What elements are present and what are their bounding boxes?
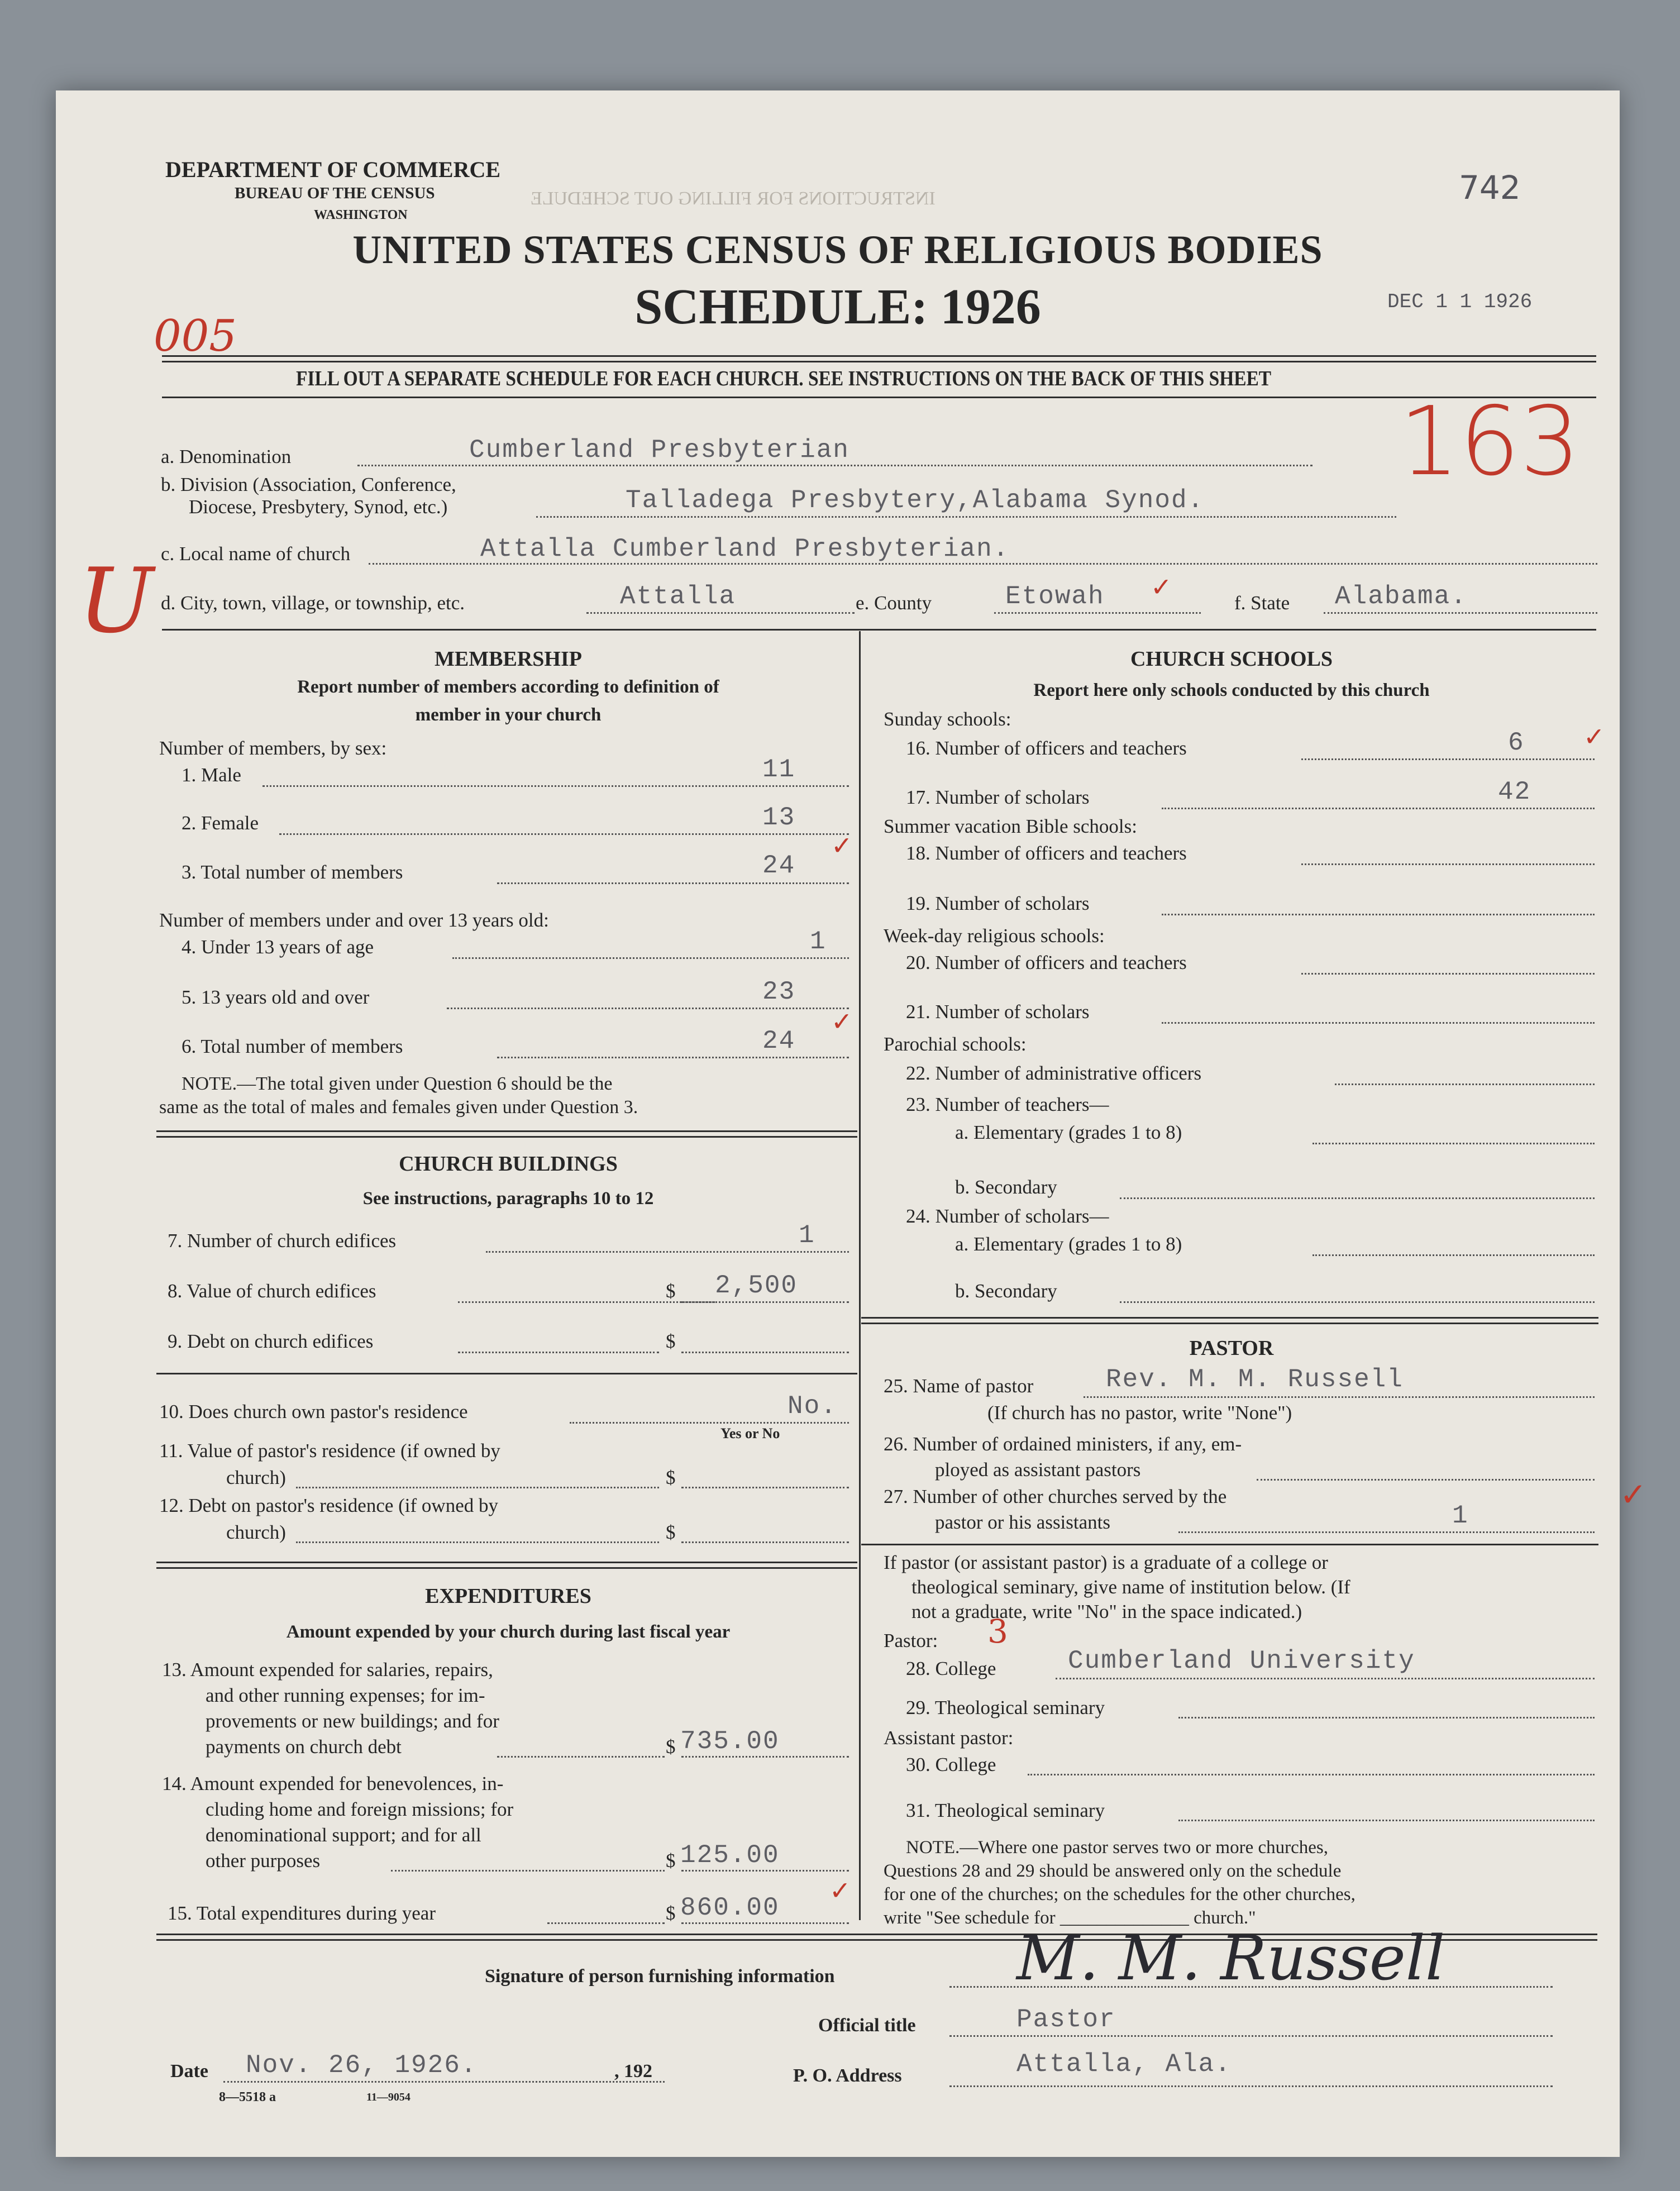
red-mark-005: 005 bbox=[154, 311, 237, 361]
q24b-label: b. Secondary bbox=[955, 1280, 1057, 1302]
county-value[interactable]: Etowah bbox=[1005, 582, 1105, 611]
q14-line2: cluding home and foreign missions; for bbox=[206, 1798, 514, 1820]
bureau-heading: BUREAU OF THE CENSUS bbox=[235, 184, 435, 202]
q27-value[interactable]: 1 bbox=[1452, 1501, 1469, 1530]
schedule-title: SCHEDULE: 1926 bbox=[634, 279, 1041, 335]
fill-line bbox=[949, 2035, 1553, 2037]
q9-dollar-sign: $ bbox=[666, 1330, 676, 1352]
separate-schedule-instruction: FILL OUT A SEPARATE SCHEDULE FOR EACH CHURCH. SEE INSTRUCTIONS ON THE BACK OF THIS SHEET bbox=[296, 367, 1272, 390]
q1-male-label: 1. Male bbox=[182, 764, 241, 786]
q5-over13-label: 5. 13 years old and over bbox=[182, 986, 370, 1008]
q16-value[interactable]: 6 bbox=[1508, 728, 1525, 757]
q11-dollar-sign: $ bbox=[666, 1467, 676, 1488]
divider bbox=[156, 1562, 857, 1563]
fill-line bbox=[1162, 1022, 1595, 1024]
q14-line3: denominational support; and for all bbox=[206, 1824, 481, 1846]
signature-value[interactable]: M. M. Russell bbox=[1016, 1922, 1445, 1994]
divider bbox=[156, 1567, 857, 1569]
q25-label: 25. Name of pastor bbox=[884, 1375, 1034, 1397]
fill-line bbox=[486, 1251, 849, 1253]
bleed-through-text: INSTRUCTIONS FOR FILLING OUT SCHEDULE bbox=[531, 188, 936, 209]
q17-label: 17. Number of scholars bbox=[906, 786, 1090, 808]
q25-pastor-name[interactable]: Rev. M. M. Russell bbox=[1106, 1365, 1404, 1394]
fill-line bbox=[1120, 1301, 1595, 1303]
red-mark-u: U bbox=[78, 548, 154, 653]
parochial-schools-label: Parochial schools: bbox=[884, 1033, 1027, 1055]
membership-heading: MEMBERSHIP bbox=[435, 647, 582, 671]
fill-line bbox=[1028, 1774, 1595, 1775]
division-label-line2: Diocese, Presbytery, Synod, etc.) bbox=[189, 496, 448, 518]
q2-female-label: 2. Female bbox=[182, 812, 259, 834]
membership-sub2: member in your church bbox=[415, 705, 602, 725]
q1-male-value[interactable]: 11 bbox=[762, 755, 796, 784]
red-check-icon: ✓ bbox=[831, 830, 853, 861]
q13-amount[interactable]: 735.00 bbox=[680, 1727, 780, 1756]
division-value[interactable]: Talladega Presbytery,Alabama Synod. bbox=[626, 486, 1205, 515]
fill-line bbox=[447, 1008, 849, 1009]
q23a-label: a. Elementary (grades 1 to 8) bbox=[955, 1121, 1182, 1143]
po-address-label: P. O. Address bbox=[793, 2065, 902, 2086]
red-check-icon: ✓ bbox=[1583, 722, 1605, 752]
q14-dollar-sign: $ bbox=[666, 1850, 676, 1872]
q8-value-label: 8. Value of church edifices bbox=[168, 1280, 376, 1302]
fill-line bbox=[681, 1870, 849, 1872]
divider bbox=[861, 1544, 1598, 1545]
q15-dollar-sign: $ bbox=[666, 1902, 676, 1924]
q28-label: 28. College bbox=[906, 1658, 996, 1679]
q18-label: 18. Number of officers and teachers bbox=[906, 842, 1187, 864]
fill-line bbox=[1084, 1396, 1595, 1398]
pastor-note-line3: for one of the churches; on the schedules for the other churches, bbox=[884, 1884, 1356, 1904]
q14-line1: 14. Amount expended for benevolences, in- bbox=[162, 1773, 504, 1794]
fill-line bbox=[458, 1301, 715, 1303]
q14-amount[interactable]: 125.00 bbox=[680, 1841, 780, 1870]
form-number: 742 bbox=[1459, 169, 1521, 207]
fill-line bbox=[536, 516, 1396, 518]
form-code: 8—5518 a bbox=[219, 2090, 276, 2104]
q13-line4: payments on church debt bbox=[206, 1736, 402, 1758]
state-value[interactable]: Alabama. bbox=[1335, 582, 1467, 611]
denomination-label: a. Denomination bbox=[161, 446, 292, 467]
q9-debt-label: 9. Debt on church edifices bbox=[168, 1330, 374, 1352]
official-title-label: Official title bbox=[818, 2015, 916, 2036]
members-by-age-label: Number of members under and over 13 years old: bbox=[159, 909, 549, 931]
po-address-value[interactable]: Attalla, Ala. bbox=[1016, 2050, 1232, 2079]
schools-heading: CHURCH SCHOOLS bbox=[1130, 647, 1333, 671]
fill-line bbox=[1257, 1479, 1595, 1481]
fill-line bbox=[949, 2085, 1553, 2087]
q27-line2: pastor or his assistants bbox=[935, 1511, 1111, 1533]
fill-line bbox=[681, 1922, 849, 1924]
q22-label: 22. Number of administrative officers bbox=[906, 1062, 1202, 1084]
fill-line bbox=[1312, 1254, 1595, 1256]
summer-schools-label: Summer vacation Bible schools: bbox=[884, 815, 1137, 837]
county-label: e. County bbox=[856, 592, 932, 614]
pastor-subheading: Pastor: bbox=[884, 1630, 938, 1651]
church-name-label: c. Local name of church bbox=[161, 543, 351, 565]
q8-value-amount[interactable]: 2,500 bbox=[715, 1271, 798, 1300]
pastor-note-line4: write "See schedule for ______________ church." bbox=[884, 1908, 1256, 1928]
q30-label: 30. College bbox=[906, 1754, 996, 1775]
q23b-label: b. Secondary bbox=[955, 1176, 1057, 1198]
assistant-pastor-subheading: Assistant pastor: bbox=[884, 1727, 1014, 1749]
fill-line bbox=[681, 1541, 849, 1543]
q24-label: 24. Number of scholars— bbox=[906, 1205, 1109, 1227]
pastor-note-line1: NOTE.—Where one pastor serves two or more churches, bbox=[906, 1837, 1328, 1858]
fill-line bbox=[681, 1352, 849, 1353]
fill-line bbox=[1162, 808, 1595, 809]
red-check-icon: ✓ bbox=[1151, 572, 1172, 602]
members-by-sex-label: Number of members, by sex: bbox=[159, 737, 387, 759]
q19-label: 19. Number of scholars bbox=[906, 892, 1090, 914]
q26-line2: ployed as assistant pastors bbox=[935, 1459, 1141, 1481]
division-label-line1: b. Division (Association, Conference, bbox=[161, 474, 456, 495]
q15-amount[interactable]: 860.00 bbox=[680, 1893, 780, 1922]
census-schedule-sheet bbox=[56, 90, 1647, 2157]
fill-line bbox=[1301, 863, 1595, 865]
q20-label: 20. Number of officers and teachers bbox=[906, 952, 1187, 973]
fill-line bbox=[1178, 1820, 1595, 1821]
red-check-icon: ✓ bbox=[831, 1006, 853, 1037]
q13-dollar-sign: $ bbox=[666, 1736, 676, 1758]
fill-line bbox=[1301, 758, 1595, 760]
q10-residence-label: 10. Does church own pastor's residence bbox=[159, 1401, 468, 1423]
city-value[interactable]: Attalla bbox=[620, 582, 736, 611]
q4-under13-value[interactable]: 1 bbox=[810, 927, 827, 956]
date-value[interactable]: Nov. 26, 1926. bbox=[246, 2051, 478, 2080]
schools-sub: Report here only schools conducted by this church bbox=[1033, 680, 1430, 700]
q25-hint: (If church has no pastor, write "None") bbox=[987, 1402, 1292, 1424]
state-label: f. State bbox=[1234, 592, 1290, 614]
date-label: Date bbox=[170, 2061, 208, 2082]
fill-line bbox=[994, 612, 1201, 614]
q21-label: 21. Number of scholars bbox=[906, 1001, 1090, 1023]
red-mark-163: 163 bbox=[1399, 386, 1581, 497]
date-stamp: DEC 1 1 1926 bbox=[1387, 290, 1533, 313]
divider bbox=[156, 1136, 857, 1138]
church-name-value[interactable]: Attalla Cumberland Presbyterian. bbox=[480, 534, 1010, 564]
divider bbox=[861, 1317, 1598, 1319]
column-divider bbox=[859, 631, 861, 1920]
q6-total-label: 6. Total number of members bbox=[182, 1035, 403, 1057]
pastor-note-line2: Questions 28 and 29 should be answered only on the schedule bbox=[884, 1861, 1342, 1881]
fill-line bbox=[391, 1870, 665, 1872]
fill-line bbox=[279, 833, 849, 835]
fill-line bbox=[296, 1541, 659, 1543]
department-heading: DEPARTMENT OF COMMERCE bbox=[165, 157, 501, 182]
signature-label: Signature of person furnishing information bbox=[485, 1966, 835, 1987]
q17-value[interactable]: 42 bbox=[1498, 777, 1531, 806]
fill-line bbox=[1056, 1678, 1595, 1679]
q2-female-value[interactable]: 13 bbox=[762, 803, 796, 832]
red-check-icon: ✓ bbox=[1620, 1476, 1647, 1514]
q7-edifices-value[interactable]: 1 bbox=[799, 1221, 815, 1250]
denomination-value[interactable]: Cumberland Presbyterian bbox=[469, 436, 849, 465]
fill-line bbox=[357, 465, 1312, 466]
q13-line3: provements or new buildings; and for bbox=[206, 1710, 499, 1732]
q7-edifices-label: 7. Number of church edifices bbox=[168, 1230, 397, 1252]
q23-label: 23. Number of teachers— bbox=[906, 1094, 1109, 1115]
q26-line1: 26. Number of ordained ministers, if any, em- bbox=[884, 1433, 1242, 1455]
q4-under13-label: 4. Under 13 years of age bbox=[182, 936, 374, 958]
fill-line bbox=[1335, 1083, 1595, 1085]
q10-hint: Yes or No bbox=[720, 1425, 780, 1441]
q27-line1: 27. Number of other churches served by the bbox=[884, 1486, 1227, 1507]
fill-line bbox=[547, 1922, 665, 1924]
q3-total-label: 3. Total number of members bbox=[182, 861, 403, 883]
q8-dollar-sign: $ bbox=[666, 1280, 676, 1302]
fill-line bbox=[497, 1057, 849, 1058]
fill-line bbox=[296, 1487, 659, 1488]
red-mark-3: 3 bbox=[987, 1612, 1008, 1650]
fill-line bbox=[223, 2081, 665, 2083]
q6-total-value[interactable]: 24 bbox=[762, 1027, 796, 1056]
q28-college-value[interactable]: Cumberland University bbox=[1068, 1646, 1415, 1676]
fill-line bbox=[681, 1301, 849, 1303]
divider bbox=[162, 629, 1596, 631]
fill-line bbox=[681, 1756, 849, 1758]
q31-label: 31. Theological seminary bbox=[906, 1799, 1105, 1821]
q24a-label: a. Elementary (grades 1 to 8) bbox=[955, 1233, 1182, 1255]
q12-label-line1: 12. Debt on pastor's residence (if owned by bbox=[159, 1495, 498, 1516]
expenditures-heading: EXPENDITURES bbox=[425, 1584, 591, 1608]
q13-line1: 13. Amount expended for salaries, repairs, bbox=[162, 1659, 493, 1681]
print-code: 11—9054 bbox=[366, 2091, 411, 2103]
q3-total-value[interactable]: 24 bbox=[762, 851, 796, 880]
fill-line bbox=[369, 563, 1597, 565]
fill-line bbox=[1324, 612, 1597, 614]
official-title-value[interactable]: Pastor bbox=[1016, 2005, 1116, 2034]
fill-line bbox=[1178, 1717, 1595, 1719]
membership-note-line2: same as the total of males and females given under Question 3. bbox=[159, 1097, 638, 1118]
graduate-instruction-line1: If pastor (or assistant pastor) is a graduate of a college or bbox=[884, 1552, 1328, 1573]
pastor-heading: PASTOR bbox=[1189, 1336, 1274, 1360]
q15-total-label: 15. Total expenditures during year bbox=[168, 1902, 436, 1924]
fill-line bbox=[452, 957, 849, 959]
red-check-icon: ✓ bbox=[829, 1875, 851, 1906]
q12-label-line2: church) bbox=[226, 1521, 286, 1543]
fill-line bbox=[586, 612, 855, 614]
divider bbox=[162, 361, 1596, 362]
fill-line bbox=[1162, 914, 1595, 915]
fill-line bbox=[1301, 973, 1595, 975]
q5-over13-value[interactable]: 23 bbox=[762, 977, 796, 1006]
fill-line bbox=[1312, 1143, 1595, 1144]
fill-line bbox=[570, 1422, 849, 1424]
q14-line4: other purposes bbox=[206, 1850, 321, 1872]
sunday-schools-label: Sunday schools: bbox=[884, 708, 1011, 730]
q12-dollar-sign: $ bbox=[666, 1521, 676, 1543]
buildings-heading: CHURCH BUILDINGS bbox=[399, 1152, 618, 1176]
q11-label-line2: church) bbox=[226, 1467, 286, 1488]
graduate-instruction-line2: theological seminary, give name of institution below. (If bbox=[911, 1576, 1350, 1598]
divider bbox=[162, 397, 1596, 398]
city-heading: WASHINGTON bbox=[314, 208, 408, 222]
q29-label: 29. Theological seminary bbox=[906, 1697, 1105, 1719]
fill-line bbox=[497, 882, 849, 884]
fill-line bbox=[262, 785, 849, 787]
membership-note-line1: NOTE.—The total given under Question 6 should be the bbox=[182, 1073, 613, 1094]
form-title: UNITED STATES CENSUS OF RELIGIOUS BODIES bbox=[352, 227, 1323, 272]
city-label: d. City, town, village, or township, etc. bbox=[161, 592, 465, 614]
divider bbox=[861, 1323, 1598, 1324]
weekday-schools-label: Week-day religious schools: bbox=[884, 925, 1105, 947]
membership-sub1: Report number of members according to definition of bbox=[297, 677, 719, 697]
q13-line2: and other running expenses; for im- bbox=[206, 1684, 485, 1706]
q16-label: 16. Number of officers and teachers bbox=[906, 737, 1187, 759]
fill-line bbox=[458, 1352, 659, 1353]
q10-residence-value[interactable]: No. bbox=[787, 1392, 837, 1421]
expenditures-sub: Amount expended by your church during last fiscal year bbox=[286, 1622, 731, 1642]
fill-line bbox=[497, 1756, 665, 1758]
fill-line bbox=[681, 1487, 849, 1488]
year-suffix: , 192 bbox=[614, 2061, 652, 2082]
graduate-instruction-line3: not a graduate, write "No" in the space indicated.) bbox=[911, 1601, 1302, 1622]
divider bbox=[156, 1373, 857, 1374]
q11-label-line1: 11. Value of pastor's residence (if owned by bbox=[159, 1440, 500, 1462]
divider bbox=[162, 355, 1596, 357]
divider bbox=[156, 1130, 857, 1132]
buildings-sub: See instructions, paragraphs 10 to 12 bbox=[362, 1188, 654, 1209]
fill-line bbox=[1120, 1197, 1595, 1199]
fill-line bbox=[1178, 1531, 1595, 1533]
